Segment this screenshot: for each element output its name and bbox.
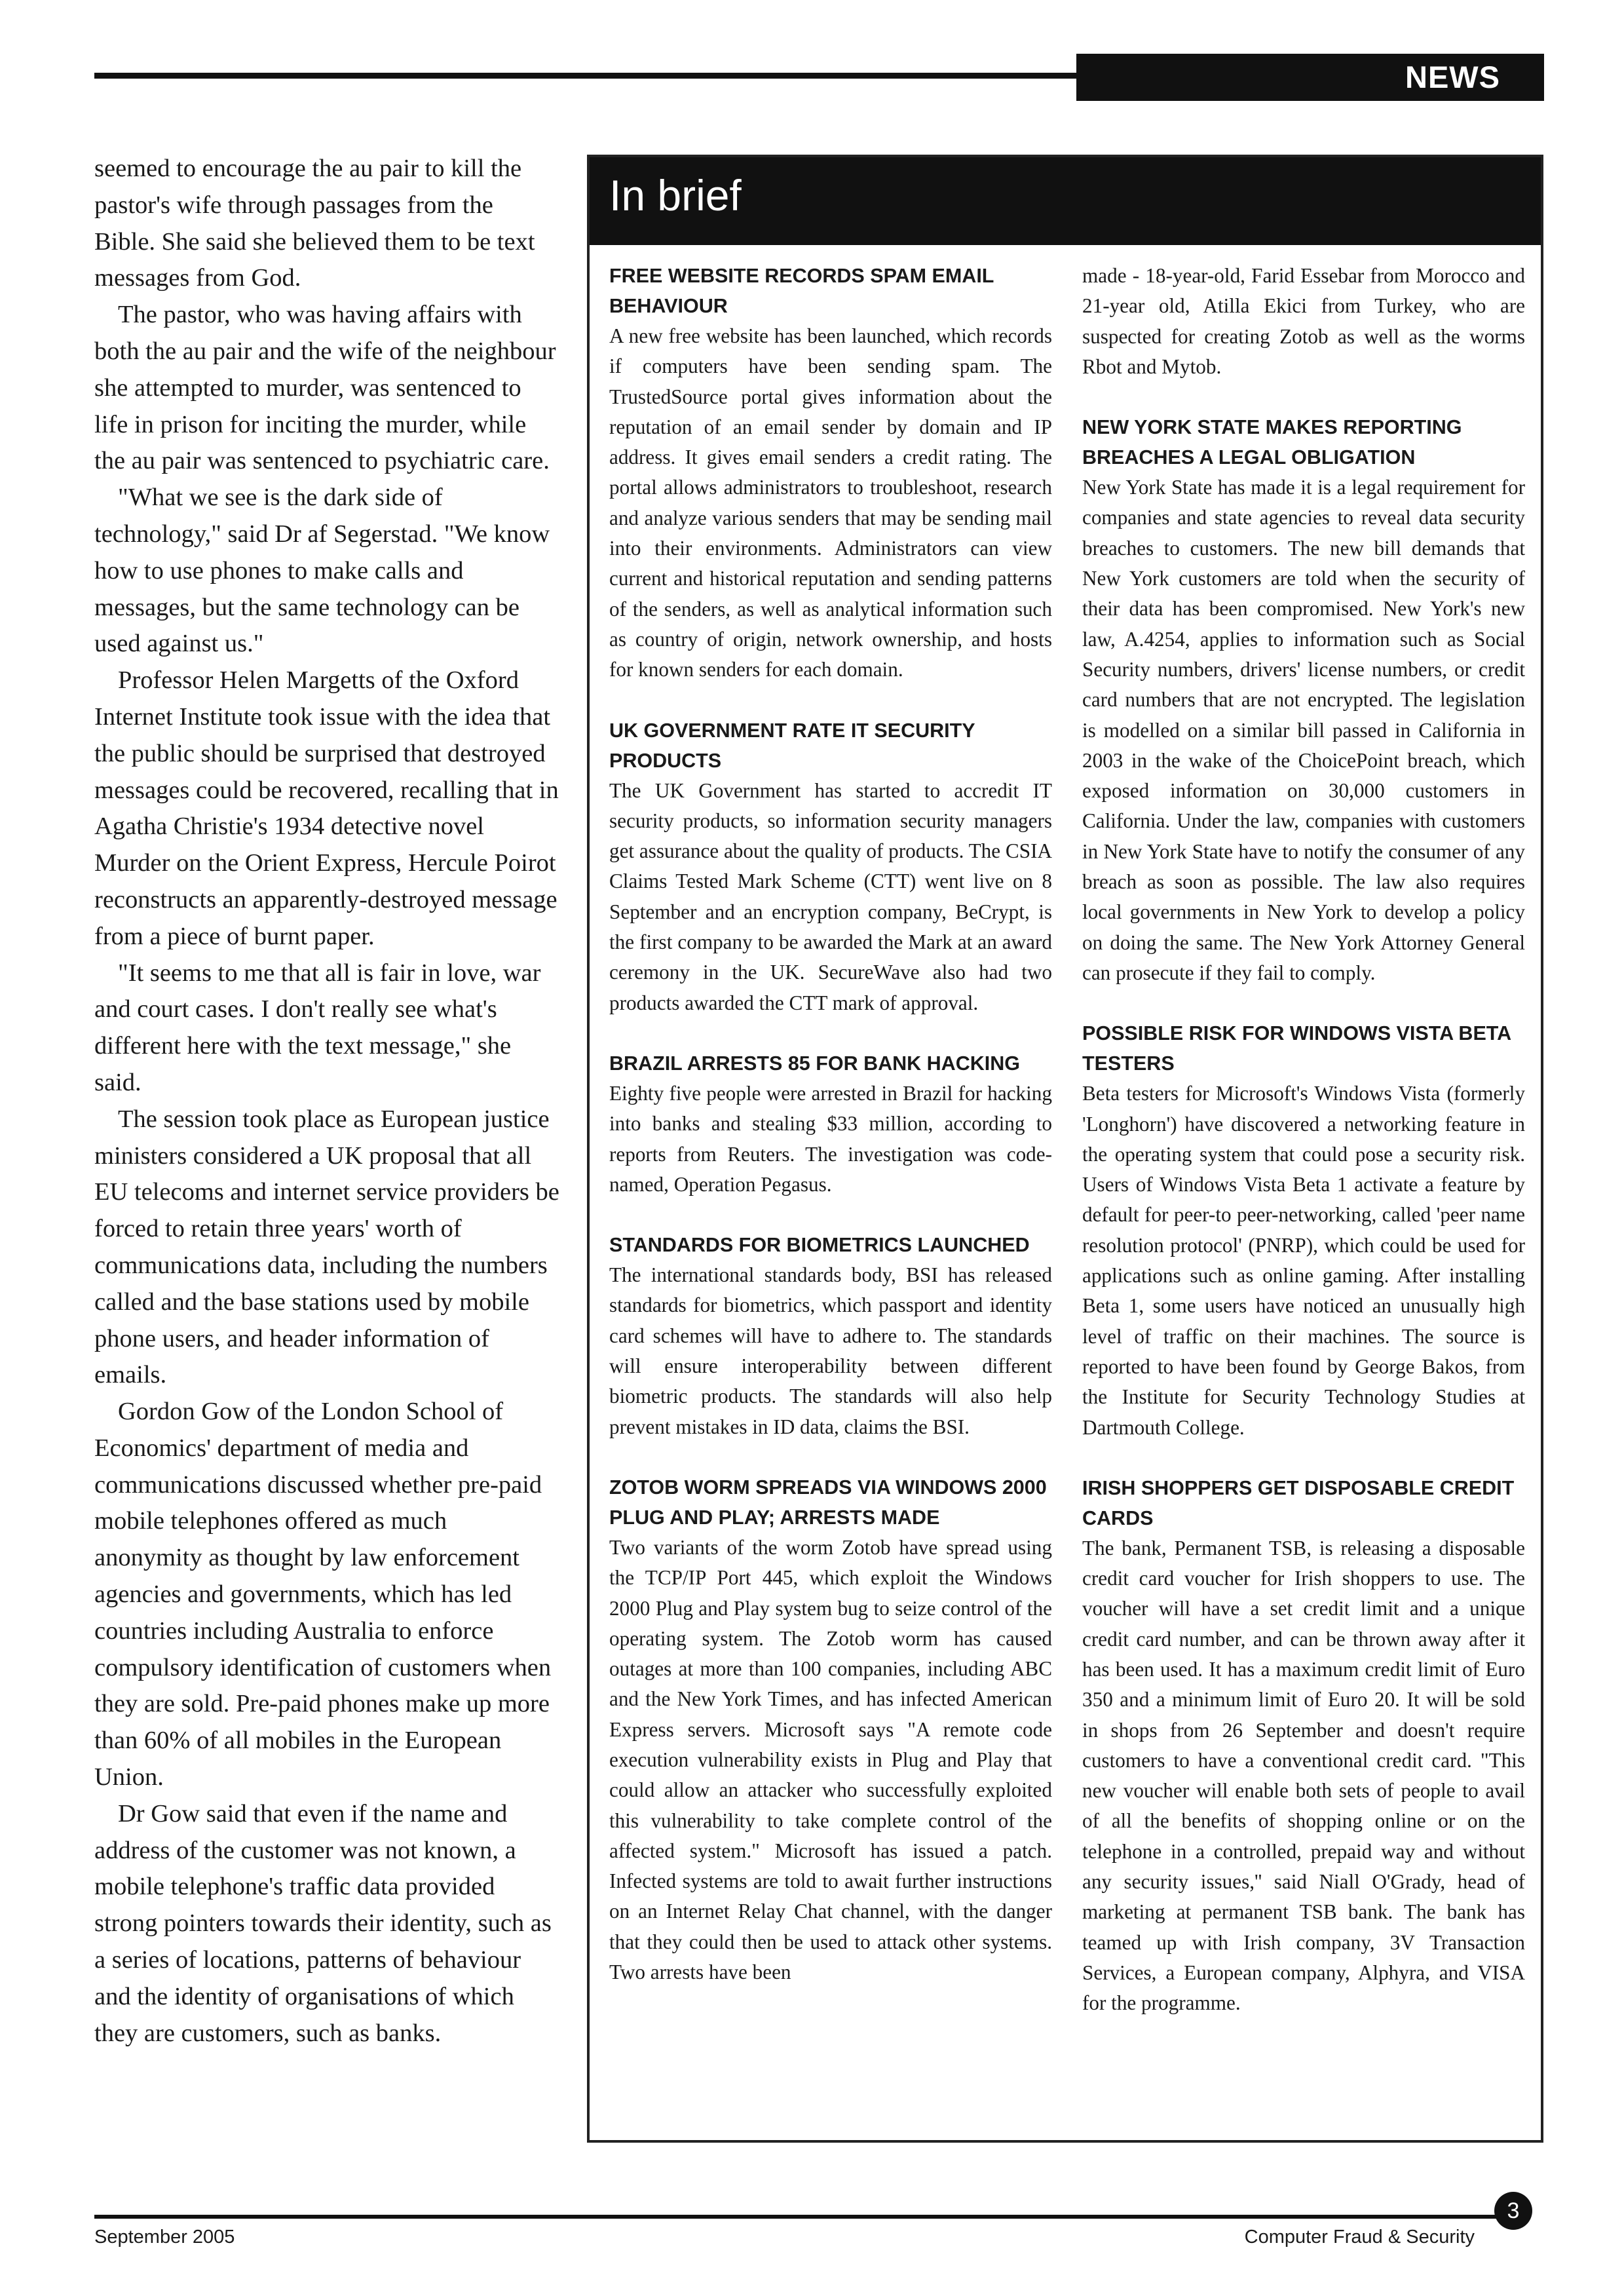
header-rule [94,73,1090,79]
section-tab: NEWS [1076,54,1544,101]
in-brief-box [587,155,1543,2143]
brief-body: Eighty five people were arrested in Brazil for hacking into banks and stealing $33 million, according to reports from Reuters. The investigation was code-named, Operation Pegasus. [609,1081,1052,1196]
brief-heading: FREE WEBSITE RECORDS SPAM EMAIL BEHAVIOUR [609,265,994,317]
story-paragraph: The session took place as European justice ministers considered a UK proposal that all EU telecoms and internet service providers be forced to retain three years' worth of communications data, including the numbers called and the base stations used by mobile phone users, and header information of emails. [94,1105,559,1389]
page-number-badge: 3 [1494,2192,1532,2230]
brief-body: New York State has made it is a legal requirement for companies and state agencies to reveal data security breaches to customers. The new bill demands that New York customers are told when the security of their data has been compromised. New York's new law, A.4254, applies to information such as Social Security numbers, drivers' license numbers, or credit card numbers that are not encrypted. The legislation is modelled on a similar bill passed in California in 2003 in the wake of the ChoicePoint breach, which exposed information on 30,000 customers in California. Under the law, companies with customers in New York State have to notify the consumer of any breach as soon as possible. The law also requires local governments in New York to develop a policy on doing the same. The New York Attorney General can prosecute if they fail to comply. [1082,476,1525,984]
in-brief-title: In brief [590,157,1541,245]
brief-heading: UK GOVERNMENT RATE IT SECURITY PRODUCTS [609,719,975,772]
brief-heading: NEW YORK STATE MAKES REPORTING BREACHES A LEGAL OBLIGATION [1082,416,1462,469]
story-paragraph: Professor Helen Margetts of the Oxford Internet Institute took issue with the idea that the public should be surprised that destroyed messages could be recovered, recalling that in Agatha Christie's 1934 detective novel Murder on the Orient Express, Hercule Poirot reconstructs an apparently-destroyed message from a piece of burnt paper. [94,666,559,950]
brief-heading: STANDARDS FOR BIOMETRICS LAUNCHED [609,1234,1030,1257]
brief-heading: POSSIBLE RISK FOR WINDOWS VISTA BETA TESTERS [1082,1022,1511,1075]
brief-body: A new free website has been launched, which records if computers have been sending spam. The TrustedSource portal gives information about the reputation of an email sender by domain and IP address. It gives email senders a credit rating. The portal allows administrators to troubleshoot, research and analyze various senders that may be sending mail into their environments. Administrators can view current and historical reputation and sending patterns of the senders, as well as analytical information such as country of origin, network ownership, and hosts for known senders for each domain. [609,324,1052,681]
brief-heading: BRAZIL ARRESTS 85 FOR BANK HACKING [609,1052,1020,1075]
story-paragraph: "What we see is the dark side of technology," said Dr af Segerstad. "We know how to use phones to make calls and messages, but the same technology can be used against us." [94,484,550,658]
story-paragraph: seemed to encourage the au pair to kill the pastor's wife through passages from the Bible. She said she believed them to be text messages from God. [94,155,535,292]
footer-rule [94,2215,1504,2219]
brief-body-continued: made - 18-year-old, Farid Essebar from Morocco and 21-year old, Atilla Ekici from Turkey, who are suspected for creating Zotob as well as the worms Rbot and Mytob. [1082,264,1525,378]
brief-heading: ZOTOB WORM SPREADS VIA WINDOWS 2000 PLUG AND PLAY; ARRESTS MADE [609,1476,1047,1529]
footer-date: September 2005 [94,2227,235,2248]
story-paragraph: "It seems to me that all is fair in love, war and court cases. I don't really see what's different here with the text message," she said. [94,959,541,1096]
in-brief-column-right [1082,261,1525,2049]
brief-body: The bank, Permanent TSB, is releasing a disposable credit card voucher for Irish shoppers to use. The voucher will have a set credit limit and a unique credit card number, and can be thrown away after it has been used. It has a maximum credit limit of Euro 350 and a minimum limit of Euro 20. It will be sold in shops from 26 September and doesn't require customers to have a conventional credit card. "This new voucher will enable both sets of people to avail of all the benefits of shopping online or on the telephone in a controlled, prepaid way and without any security issues,'' said Niall O'Grady, head of marketing at permanent TSB bank. The bank has teamed up with Irish company, 3V Transaction Services, a European company, Alphyra, and VISA for the programme. [1082,1536,1525,2015]
brief-body: Beta testers for Microsoft's Windows Vista (formerly 'Longhorn') have discovered a networking feature in the operating system that could pose a security risk. Users of Windows Vista Beta 1 activate a feature by default for peer-to peer-networking, called 'peer name resolution protocol' (PNRP), which could be used for applications such as online gaming. After installing Beta 1, some users have noticed an unusually high level of traffic on their machines. The source is reported to have been found by George Bakos, from the Institute for Security Technology Studies at Dartmouth College. [1082,1082,1525,1439]
story-paragraph: The pastor, who was having affairs with both the au pair and the wife of the neighbour she attempted to murder, was sentenced to life in prison for inciting the murder, while the au pair was sentenced to psychiatric care. [94,301,556,475]
brief-body: The UK Government has started to accredit IT security products, so information security managers get assurance about the quality of products. The CSIA Claims Tested Mark Scheme (CTT) went live on 8 September and an encryption company, BeCrypt, is the first company to be awarded the Mark at an award ceremony in the UK. SecureWave also had two products awarded the CTT mark of approval. [609,778,1052,1014]
in-brief-column-left [609,261,1052,2018]
main-story-column [94,151,559,2052]
brief-heading: IRISH SHOPPERS GET DISPOSABLE CREDIT CARDS [1082,1476,1515,1529]
story-paragraph: Dr Gow said that even if the name and address of the customer was not known, a mobile telephone's traffic data provided strong pointers towards their identity, such as a series of locations, patterns of behaviour and the identity of organisations of which they are customers, such as banks. [94,1799,552,2047]
story-paragraph: Gordon Gow of the London School of Economics' department of media and communications discussed whether pre-paid mobile telephones offered as much anonymity as thought by law enforcement agencies and governments, which has led countries including Australia to enforce compulsory identification of customers when they are sold. Pre-paid phones make up more than 60% of all mobiles in the European Union. [94,1398,552,1791]
brief-body: The international standards body, BSI has released standards for biometrics, which passport and identity card schemes will have to adhere to. The standards will ensure interoperability between different biometric products. The standards will also help prevent mistakes in ID data, claims the BSI. [609,1263,1052,1438]
footer-publication: Computer Fraud & Security [1244,2227,1475,2248]
brief-body: Two variants of the worm Zotob have spread using the TCP/IP Port 445, which exploit the Windows 2000 Plug and Play system bug to seize control of the operating system. The Zotob worm has caused outages at more than 100 companies, including ABC and the New York Times, and has infected American Express servers. Microsoft says "A remote code execution vulnerability exists in Plug and Play that could allow an attacker who successfully exploited this vulnerability to take complete control of the affected system." Microsoft has issued a patch. Infected systems are told to await further instructions on an Internet Relay Chat channel, with the danger that they could then be used to attack other systems. Two arrests have been [609,1535,1052,1984]
